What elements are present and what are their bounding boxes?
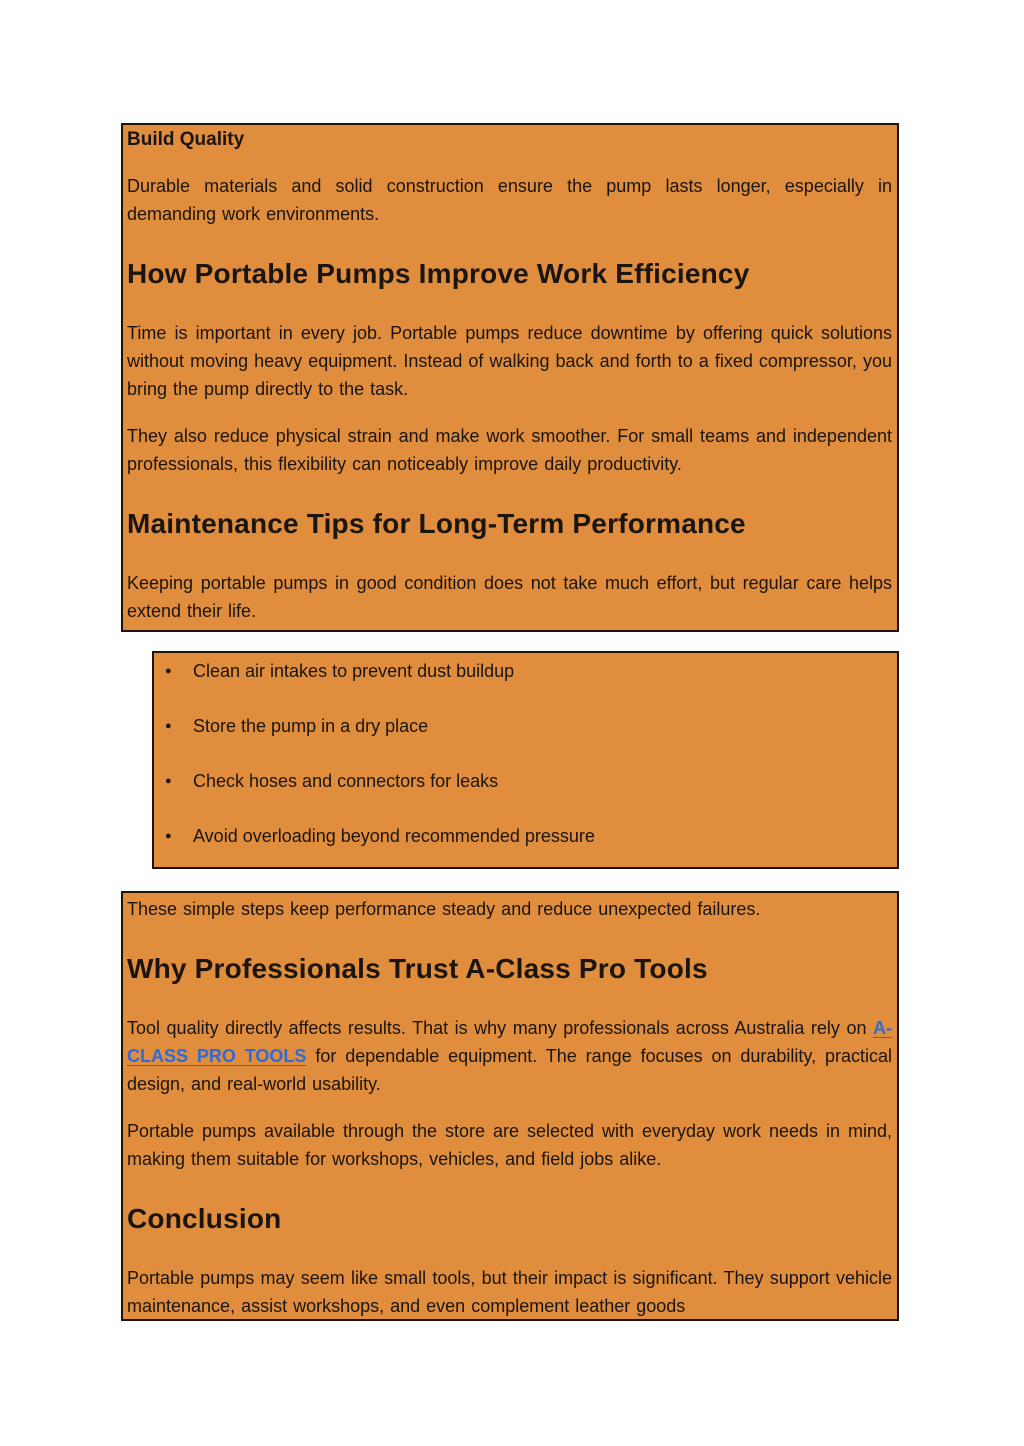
paragraph-store-selection: Portable pumps available through the store are selected with everyday work needs in mind, making them suitable for workshops, vehicles, and field jobs alike. — [127, 1121, 892, 1169]
bullet-icon: ● — [165, 775, 172, 787]
paragraph-text-before-link: Tool quality directly affects results. That is why many professionals across Australia rely on — [127, 1018, 873, 1038]
subheading-build-quality: Build Quality — [127, 129, 245, 150]
bullet-list-block — [152, 651, 899, 869]
bullet-icon: ● — [165, 830, 172, 842]
list-item-text: Store the pump in a dry place — [193, 716, 429, 736]
maintenance-bullet-list — [158, 657, 892, 850]
heading-conclusion: Conclusion — [127, 1203, 282, 1234]
list-item — [158, 822, 892, 850]
paragraph-text-after-link: for dependable equipment. The range focuses on durability, practical design, and real-world usability. — [127, 1046, 892, 1094]
list-item-text: Clean air intakes to prevent dust buildup — [193, 661, 515, 681]
heading-why-professionals: Why Professionals Trust A-Class Pro Tools — [127, 953, 708, 984]
heading-work-efficiency: How Portable Pumps Improve Work Efficiency — [127, 258, 750, 289]
paragraph-reduce-strain: They also reduce physical strain and make work smoother. For small teams and independent professionals, this flexibility can noticeably improve daily productivity. — [127, 426, 892, 474]
heading-maintenance-tips: Maintenance Tips for Long-Term Performance — [127, 508, 746, 539]
paragraph-tool-quality — [127, 1014, 892, 1098]
list-item-text: Check hoses and connectors for leaks — [193, 771, 499, 791]
paragraph-build-quality: Durable materials and solid construction ensure the pump lasts longer, especially in demanding work environments. — [127, 176, 892, 224]
paragraph-keeping-condition: Keeping portable pumps in good condition does not take much effort, but regular care helps extend their life. — [127, 573, 892, 621]
a-class-pro-tools-link[interactable]: A-CLASS PRO TOOLS — [127, 1018, 892, 1066]
list-item — [158, 657, 892, 685]
paragraph-conclusion: Portable pumps may seem like small tools, but their impact is significant. They support vehicle maintenance, assist workshops, and even complement leather goods — [127, 1268, 892, 1316]
content-block-bottom — [121, 891, 899, 1321]
list-item-text: Avoid overloading beyond recommended pressure — [193, 826, 595, 846]
list-item — [158, 712, 892, 740]
bullet-icon: ● — [165, 665, 172, 677]
content-block-top — [121, 123, 899, 632]
bullet-icon: ● — [165, 720, 172, 732]
paragraph-simple-steps: These simple steps keep performance steady and reduce unexpected failures. — [127, 899, 761, 919]
list-item — [158, 767, 892, 795]
paragraph-time-important: Time is important in every job. Portable pumps reduce downtime by offering quick solutions without moving heavy equipment. Instead of walking back and forth to a fixed compressor, you bring the pump directly to the task. — [127, 323, 892, 399]
